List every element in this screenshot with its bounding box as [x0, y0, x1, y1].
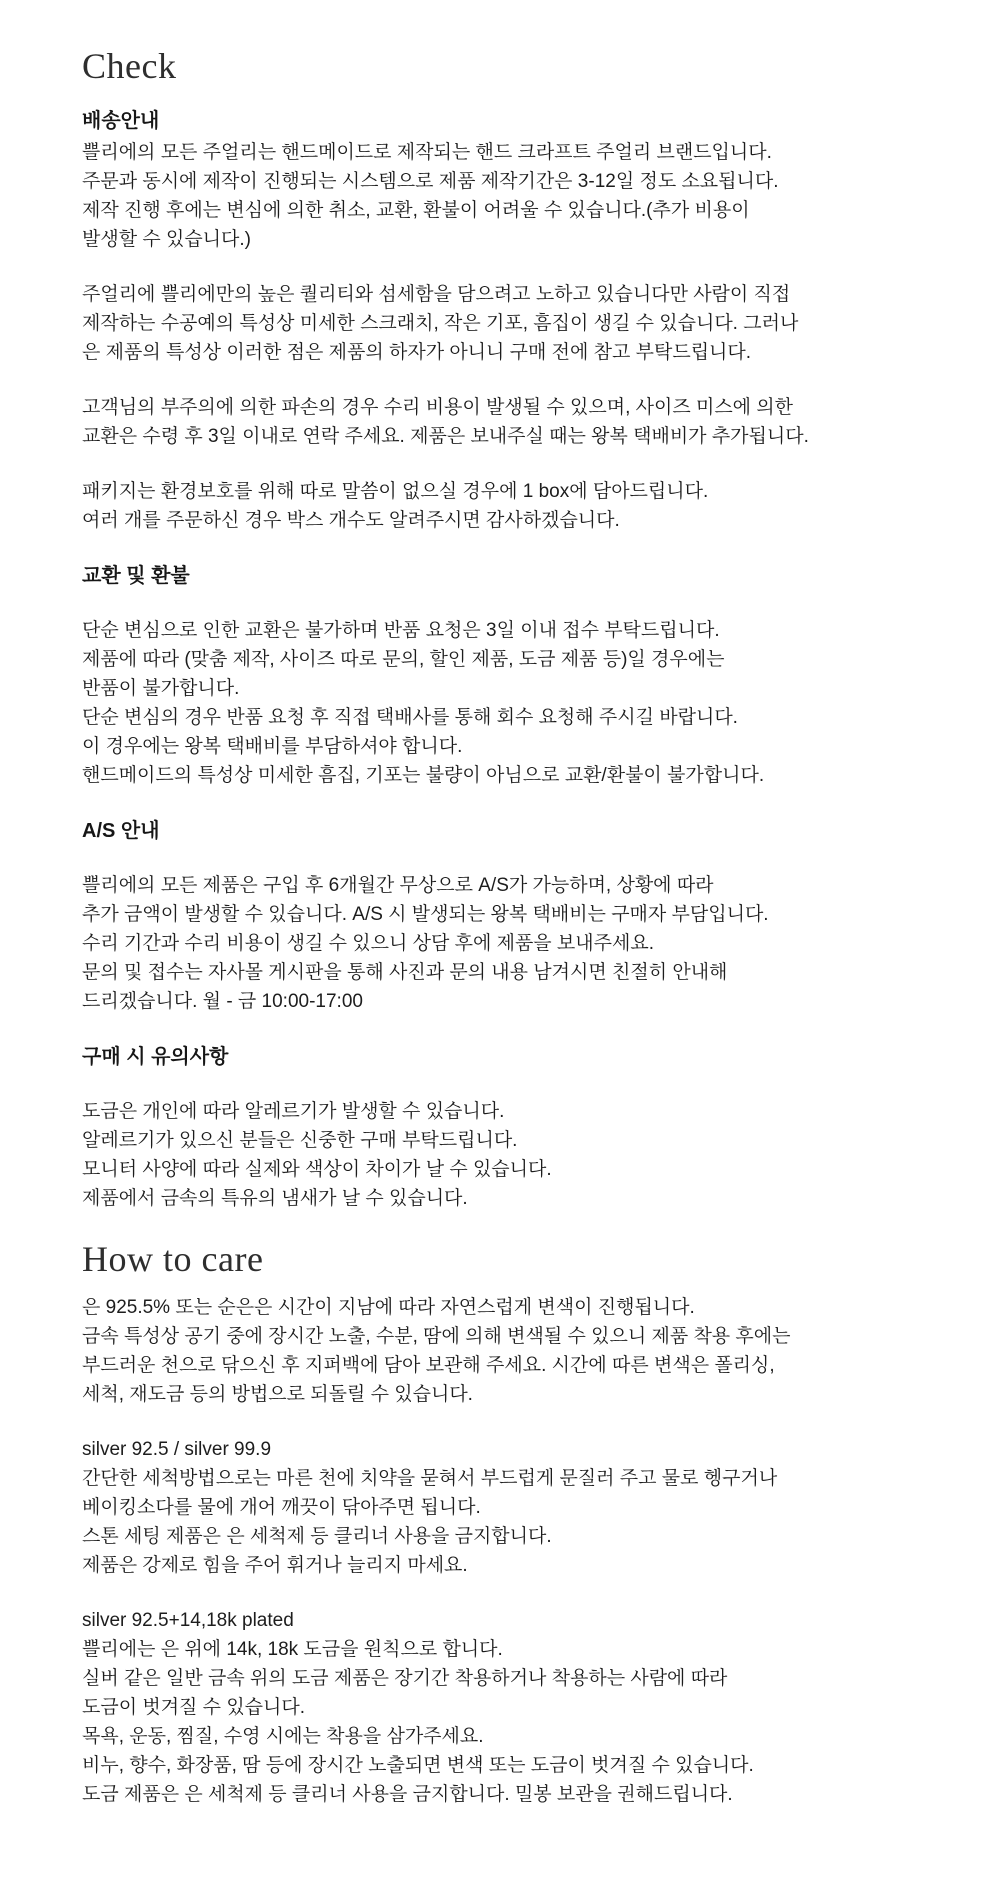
text-line: 반품이 불가합니다.	[82, 678, 240, 699]
text-line: 스톤 세팅 제품은 은 세척제 등 클리너 사용을 금지합니다.	[82, 1526, 552, 1547]
text-line: 주문과 동시에 제작이 진행되는 시스템으로 제품 제작기간은 3-12일 정도 소요됩니다.	[82, 171, 779, 192]
care-silver-paragraph	[82, 1435, 942, 1580]
shipping-paragraph-4	[82, 477, 942, 535]
text-line: 추가 금액이 발생할 수 있습니다. A/S 시 발생되는 왕복 택배비는 구매자 부담입니다.	[82, 904, 769, 925]
text-line: 이 경우에는 왕복 택배비를 부담하셔야 합니다.	[82, 736, 463, 757]
text-line: 베이킹소다를 물에 개어 깨끗이 닦아주면 됩니다.	[82, 1497, 481, 1518]
purchase-notes-paragraph	[82, 1097, 942, 1213]
text-line: 부드러운 천으로 닦으신 후 지퍼백에 담아 보관해 주세요. 시간에 따른 변색은 폴리싱,	[82, 1355, 775, 1376]
care-intro-paragraph	[82, 1293, 942, 1409]
text-line: 핸드메이드의 특성상 미세한 흠집, 기포는 불량이 아님으로 교환/환불이 불가합니다.	[82, 765, 765, 786]
text-line: 교환은 수령 후 3일 이내로 연락 주세요. 제품은 보내주실 때는 왕복 택배비가 추가됩니다.	[82, 426, 809, 447]
section-heading-after-service: A/S 안내	[82, 820, 160, 842]
exchange-paragraph	[82, 616, 942, 790]
section-heading-exchange: 교환 및 환불	[82, 565, 190, 587]
care-plated-paragraph	[82, 1606, 942, 1809]
text-line: 발생할 수 있습니다.)	[82, 229, 251, 250]
text-line: 문의 및 접수는 자사몰 게시판을 통해 사진과 문의 내용 남겨시면 친절히 안내해	[82, 962, 728, 983]
text-line: 제작하는 수공예의 특성상 미세한 스크래치, 작은 기포, 흠집이 생길 수 있습니다. 그러나	[82, 313, 799, 334]
text-line: 패키지는 환경보호를 위해 따로 말씀이 없으실 경우에 1 box에 담아드립니다.	[82, 481, 709, 502]
text-line: 고객님의 부주의에 의한 파손의 경우 수리 비용이 발생될 수 있으며, 사이즈 미스에 의한	[82, 397, 794, 418]
shipping-paragraph-2	[82, 280, 942, 367]
text-line: 제품에 따라 (맞춤 제작, 사이즈 따로 문의, 할인 제품, 도금 제품 등)일 경우에는	[82, 649, 725, 670]
text-line: 제품은 강제로 힘을 주어 휘거나 늘리지 마세요.	[82, 1555, 468, 1576]
text-line: 쁠리에의 모든 주얼리는 핸드메이드로 제작되는 핸드 크라프트 주얼리 브랜드입니다.	[82, 142, 772, 163]
text-line: 여러 개를 주문하신 경우 박스 개수도 알려주시면 감사하겠습니다.	[82, 510, 620, 531]
text-line: 은 제품의 특성상 이러한 점은 제품의 하자가 아니니 구매 전에 참고 부탁드립니다.	[82, 342, 752, 363]
text-line: 드리겠습니다. 월 - 금 10:00-17:00	[82, 991, 363, 1012]
text-line: 목욕, 운동, 찜질, 수영 시에는 착용을 삼가주세요.	[82, 1726, 484, 1747]
shipping-paragraph-1	[82, 138, 942, 254]
text-line: 모니터 사양에 따라 실제와 색상이 차이가 날 수 있습니다.	[82, 1159, 552, 1180]
shipping-paragraph-3	[82, 393, 942, 451]
text-line: 세척, 재도금 등의 방법으로 되돌릴 수 있습니다.	[82, 1384, 473, 1405]
text-line: 단순 변심의 경우 반품 요청 후 직접 택배사를 통해 회수 요청해 주시길 바랍니다.	[82, 707, 738, 728]
how-to-care-title: How to care	[82, 1239, 264, 1279]
plated-material-label: silver 92.5+14,18k plated	[82, 1610, 294, 1631]
text-line: 쁠리에는 은 위에 14k, 18k 도금을 원칙으로 합니다.	[82, 1639, 503, 1660]
text-line: 수리 기간과 수리 비용이 생길 수 있으니 상담 후에 제품을 보내주세요.	[82, 933, 654, 954]
text-line: 쁠리에의 모든 제품은 구입 후 6개월간 무상으로 A/S가 가능하며, 상황에 따라	[82, 875, 714, 896]
text-line: 도금 제품은 은 세척제 등 클리너 사용을 금지합니다. 밀봉 보관을 권해드립니다.	[82, 1784, 733, 1805]
text-line: 도금은 개인에 따라 알레르기가 발생할 수 있습니다.	[82, 1101, 505, 1122]
text-line: 금속 특성상 공기 중에 장시간 노출, 수분, 땀에 의해 변색될 수 있으니 제품 착용 후에는	[82, 1326, 791, 1347]
after-service-paragraph	[82, 871, 942, 1016]
check-title: Check	[82, 46, 177, 86]
text-line: 실버 같은 일반 금속 위의 도금 제품은 장기간 착용하거나 착용하는 사람에 따라	[82, 1668, 728, 1689]
text-line: 비누, 향수, 화장품, 땀 등에 장시간 노출되면 변색 또는 도금이 벗겨질 수 있습니다.	[82, 1755, 754, 1776]
silver-material-label: silver 92.5 / silver 99.9	[82, 1439, 272, 1460]
text-line: 도금이 벗겨질 수 있습니다.	[82, 1697, 306, 1718]
text-line: 간단한 세척방법으로는 마른 천에 치약을 묻혀서 부드럽게 문질러 주고 물로 헹구거나	[82, 1468, 778, 1489]
text-line: 제품에서 금속의 특유의 냄새가 날 수 있습니다.	[82, 1188, 468, 1209]
text-line: 제작 진행 후에는 변심에 의한 취소, 교환, 환불이 어려울 수 있습니다.(추가 비용이	[82, 200, 750, 221]
text-line: 은 925.5% 또는 순은은 시간이 지남에 따라 자연스럽게 변색이 진행됩니다.	[82, 1297, 695, 1318]
section-heading-purchase-notes: 구매 시 유의사항	[82, 1046, 229, 1068]
text-line: 단순 변심으로 인한 교환은 불가하며 반품 요청은 3일 이내 접수 부탁드립니다.	[82, 620, 720, 641]
text-line: 주얼리에 쁠리에만의 높은 퀄리티와 섬세함을 담으려고 노하고 있습니다만 사람이 직접	[82, 284, 791, 305]
section-heading-shipping: 배송안내	[82, 110, 160, 132]
text-line: 알레르기가 있으신 분들은 신중한 구매 부탁드립니다.	[82, 1130, 518, 1151]
